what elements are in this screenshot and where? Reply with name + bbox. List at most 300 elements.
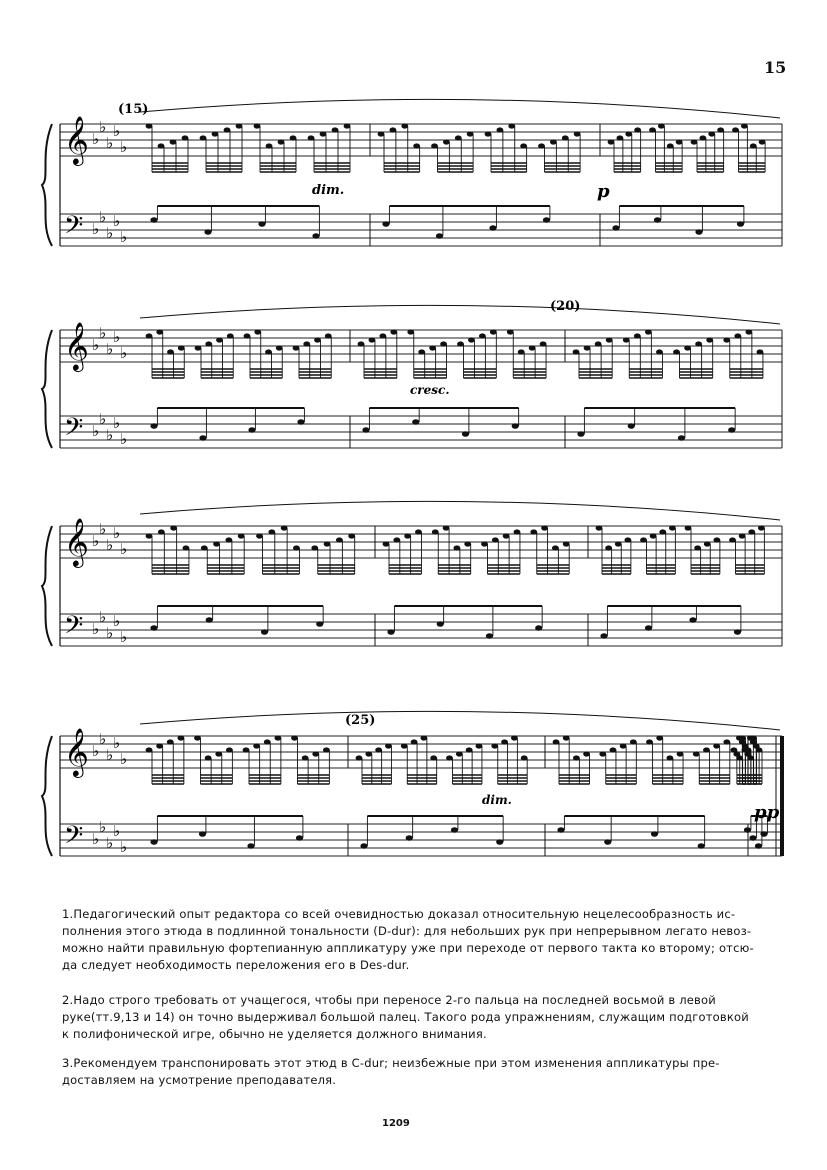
treble-note	[693, 751, 700, 756]
treble-note	[413, 143, 420, 148]
bass-note	[248, 427, 255, 433]
bass-note	[462, 431, 469, 437]
bass-note	[543, 217, 550, 223]
treble-note	[146, 533, 153, 538]
treble-clef-icon: 𝄞	[64, 727, 89, 776]
flat-icon: ♭	[120, 540, 128, 558]
treble-note	[254, 123, 261, 128]
flat-icon: ♭	[120, 430, 128, 448]
brace-icon	[42, 526, 52, 646]
treble-note	[464, 541, 471, 546]
treble-note	[656, 735, 663, 740]
treble-note	[599, 751, 606, 756]
dynamic-pp: pp	[754, 802, 780, 823]
treble-note	[530, 529, 537, 534]
flat-icon: ♭	[106, 746, 114, 764]
treble-note	[595, 341, 602, 346]
treble-note	[415, 529, 422, 534]
treble-note	[429, 345, 436, 350]
flat-icon: ♭	[99, 208, 107, 226]
treble-note	[518, 349, 525, 354]
bass-note	[645, 625, 652, 631]
treble-note	[224, 127, 231, 132]
treble-note	[706, 337, 713, 342]
treble-note	[745, 329, 752, 334]
bass-note	[749, 835, 756, 841]
bass-note	[577, 431, 584, 437]
bass-note	[737, 221, 744, 227]
treble-note	[685, 525, 692, 530]
treble-note	[375, 747, 382, 752]
treble-note	[713, 743, 720, 748]
treble-note	[205, 341, 212, 346]
treble-note	[254, 329, 261, 334]
treble-note	[178, 345, 185, 350]
treble-note	[659, 529, 666, 534]
treble-note	[703, 747, 710, 752]
footnote-3	[62, 1055, 782, 1089]
treble-note	[348, 533, 355, 538]
treble-note	[293, 545, 300, 550]
slur	[140, 501, 780, 520]
treble-note	[236, 123, 243, 128]
treble-note	[552, 545, 559, 550]
treble-note	[541, 525, 548, 530]
treble-note	[501, 739, 508, 744]
bass-note	[698, 843, 705, 849]
treble-note	[723, 337, 730, 342]
brace-icon	[42, 124, 52, 246]
treble-note	[758, 525, 765, 530]
treble-note	[625, 131, 632, 136]
treble-note	[694, 545, 701, 550]
treble-note	[550, 139, 557, 144]
treble-note	[407, 329, 414, 334]
treble-note	[624, 537, 631, 542]
flat-icon: ♭	[106, 624, 114, 642]
treble-note	[656, 349, 663, 354]
treble-note	[456, 751, 463, 756]
treble-note	[183, 545, 190, 550]
flat-icon: ♭	[92, 422, 100, 440]
bass-note	[412, 419, 419, 425]
bass-note	[296, 835, 303, 841]
flat-icon: ♭	[106, 834, 114, 852]
footnote-2	[62, 992, 782, 1043]
treble-note	[630, 739, 637, 744]
treble-note	[605, 545, 612, 550]
treble-note	[479, 333, 486, 338]
treble-note	[156, 329, 163, 334]
treble-note	[759, 139, 766, 144]
treble-note	[244, 333, 251, 338]
footnote-1-line: 1.Педагогический опыт редактора со всей очевидностью доказал относительную нецелесообразность ис-	[62, 907, 736, 921]
treble-note	[303, 341, 310, 346]
treble-note	[729, 537, 736, 542]
dynamic-dim-2: dim.	[482, 793, 512, 807]
treble-note	[649, 127, 656, 132]
treble-note	[538, 143, 545, 148]
flat-icon: ♭	[92, 532, 100, 550]
treble-note	[201, 545, 208, 550]
plate-number: 1209	[382, 1118, 410, 1129]
treble-note	[278, 139, 285, 144]
bass-note	[535, 625, 542, 631]
treble-note	[291, 735, 298, 740]
score-systems	[42, 99, 782, 856]
treble-note	[453, 545, 460, 550]
bass-note	[362, 427, 369, 433]
treble-note	[323, 747, 330, 752]
treble-note	[194, 735, 201, 740]
treble-note	[226, 747, 233, 752]
treble-note	[243, 747, 250, 752]
brace-icon	[42, 330, 52, 448]
treble-note	[583, 751, 590, 756]
treble-note	[227, 333, 234, 338]
treble-note	[430, 755, 437, 760]
treble-note	[466, 747, 473, 752]
treble-note	[308, 135, 315, 140]
bass-note	[755, 843, 762, 849]
treble-note	[146, 123, 153, 128]
flat-icon: ♭	[113, 328, 121, 346]
bass-note	[728, 427, 735, 433]
treble-note	[699, 135, 706, 140]
treble-note	[584, 345, 591, 350]
footnote-1-line: да следует необходимость переложения его в Des-dur.	[62, 958, 410, 972]
footnote-2-line: к полифонической игре, обычно не уделяется должного внимания.	[62, 1027, 487, 1041]
treble-note	[420, 735, 427, 740]
treble-note	[608, 139, 615, 144]
bass-note	[199, 435, 206, 441]
treble-note	[378, 131, 385, 136]
treble-note	[276, 345, 283, 350]
flat-icon: ♭	[113, 734, 121, 752]
treble-note	[492, 537, 499, 542]
footnote-2-line: 2.Надо строго требовать от учащегося, чтобы при переносе 2-го пальца на последней восьмой в левой	[62, 993, 716, 1007]
treble-note	[264, 739, 271, 744]
treble-note	[616, 135, 623, 140]
treble-note	[344, 123, 351, 128]
treble-note	[390, 329, 397, 334]
treble-note	[365, 751, 372, 756]
treble-note	[265, 349, 272, 354]
measure-number-15: (15)	[118, 102, 149, 117]
dynamic-cresc: cresc.	[410, 383, 450, 397]
treble-note	[401, 743, 408, 748]
slur	[140, 99, 780, 118]
treble-note	[325, 333, 332, 338]
treble-note	[314, 337, 321, 342]
treble-note	[195, 345, 202, 350]
treble-note	[730, 747, 737, 752]
treble-note	[563, 735, 570, 740]
treble-note	[521, 755, 528, 760]
footnote-1-line: полнения этого этюда в подлинной тональности (D-dur): для небольших рук при непрерывном легато невоз-	[62, 924, 752, 938]
treble-note	[253, 743, 260, 748]
treble-note	[167, 739, 174, 744]
flat-icon: ♭	[106, 340, 114, 358]
bass-note	[557, 827, 564, 833]
treble-note	[238, 533, 245, 538]
treble-note	[634, 127, 641, 132]
treble-note	[620, 743, 627, 748]
treble-note	[156, 743, 163, 748]
treble-note	[476, 743, 483, 748]
treble-note	[401, 123, 408, 128]
treble-note	[358, 341, 365, 346]
flat-icon: ♭	[92, 220, 100, 238]
treble-note	[385, 743, 392, 748]
treble-note	[290, 135, 297, 140]
treble-note	[646, 739, 653, 744]
treble-note	[213, 541, 220, 546]
treble-note	[734, 333, 741, 338]
treble-note	[216, 337, 223, 342]
bass-note	[360, 843, 367, 849]
treble-note	[212, 131, 219, 136]
treble-note	[732, 127, 739, 132]
treble-note	[393, 537, 400, 542]
treble-note	[418, 349, 425, 354]
treble-note	[666, 755, 673, 760]
treble-note	[457, 341, 464, 346]
bass-note	[258, 221, 265, 227]
bass-note	[204, 229, 211, 235]
bass-note	[437, 621, 444, 627]
treble-note	[431, 143, 438, 148]
flat-icon: ♭	[120, 750, 128, 768]
bass-note	[489, 225, 496, 231]
treble-note	[446, 755, 453, 760]
treble-note	[411, 739, 418, 744]
footnote-1	[62, 906, 782, 974]
dynamic-dim-1: dim.	[312, 183, 345, 198]
treble-note	[467, 131, 474, 136]
bass-note	[316, 621, 323, 627]
flat-icon: ♭	[113, 612, 121, 630]
treble-note	[596, 525, 603, 530]
treble-note	[256, 533, 263, 538]
bass-note	[451, 827, 458, 833]
treble-note	[158, 529, 165, 534]
treble-note	[673, 349, 680, 354]
treble-note	[574, 131, 581, 136]
slur	[140, 305, 780, 324]
bass-note	[387, 629, 394, 635]
flat-icon: ♭	[120, 838, 128, 856]
treble-note	[610, 747, 617, 752]
flat-icon: ♭	[120, 138, 128, 156]
bass-note	[199, 831, 206, 837]
flat-icon: ♭	[113, 212, 121, 230]
treble-note	[336, 537, 343, 542]
treble-note	[455, 135, 462, 140]
treble-note	[268, 529, 275, 534]
bass-note	[436, 233, 443, 239]
treble-note	[514, 529, 521, 534]
bass-note	[678, 435, 685, 441]
treble-note	[389, 127, 396, 132]
brace-icon	[42, 736, 52, 856]
bass-note	[406, 835, 413, 841]
treble-note	[704, 541, 711, 546]
treble-note	[723, 739, 730, 744]
treble-note	[170, 525, 177, 530]
treble-note	[757, 349, 764, 354]
treble-note	[634, 333, 641, 338]
footnote-2-line: руке(тт.9,13 и 14) он точно выдерживал большой палец. Такого рода упражнениям, служащим подготовкой	[62, 1010, 749, 1024]
bass-note	[261, 629, 268, 635]
bass-note	[496, 839, 503, 845]
treble-note	[615, 541, 622, 546]
bass-note	[734, 629, 741, 635]
treble-note	[383, 541, 390, 546]
flat-icon: ♭	[106, 426, 114, 444]
bass-clef-icon: 𝄢	[64, 211, 84, 246]
treble-clef-icon: 𝄞	[64, 115, 89, 164]
flat-icon: ♭	[120, 344, 128, 362]
treble-note	[496, 127, 503, 132]
treble-note	[677, 751, 684, 756]
treble-note	[695, 341, 702, 346]
flat-icon: ♭	[92, 620, 100, 638]
treble-note	[658, 123, 665, 128]
treble-note	[266, 143, 273, 148]
bass-clef-icon: 𝄢	[64, 821, 84, 856]
treble-note	[645, 329, 652, 334]
flat-icon: ♭	[99, 118, 107, 136]
bass-note	[689, 617, 696, 623]
measure-number-20: (20)	[550, 299, 581, 314]
flat-icon: ♭	[92, 336, 100, 354]
treble-note	[739, 533, 746, 538]
treble-note	[281, 525, 288, 530]
treble-note	[623, 337, 630, 342]
treble-note	[667, 143, 674, 148]
treble-note	[507, 329, 514, 334]
treble-note	[748, 529, 755, 534]
bass-note	[651, 831, 658, 837]
treble-note	[274, 735, 281, 740]
bass-note	[628, 423, 635, 429]
flat-icon: ♭	[99, 818, 107, 836]
bass-note	[150, 839, 157, 845]
bass-note	[604, 839, 611, 845]
bass-note	[486, 633, 493, 639]
treble-note	[485, 131, 492, 136]
bass-note	[382, 221, 389, 227]
bass-note	[744, 827, 751, 833]
flat-icon: ♭	[120, 228, 128, 246]
treble-note	[684, 345, 691, 350]
treble-note	[311, 545, 318, 550]
treble-note	[481, 541, 488, 546]
bass-note	[612, 225, 619, 231]
flat-icon: ♭	[99, 520, 107, 538]
flat-icon: ♭	[106, 224, 114, 242]
treble-note	[540, 341, 547, 346]
treble-note	[225, 537, 232, 542]
flat-icon: ♭	[113, 414, 121, 432]
flat-icon: ♭	[106, 134, 114, 152]
flat-icon: ♭	[113, 822, 121, 840]
dynamic-p: p	[597, 181, 610, 202]
footnote-3-line: доставляем на усмотрение преподавателя.	[62, 1073, 337, 1087]
treble-note	[491, 743, 498, 748]
treble-note	[440, 341, 447, 346]
bass-note	[206, 617, 213, 623]
bass-note	[150, 423, 157, 429]
flat-icon: ♭	[99, 410, 107, 428]
footnote-1-line: можно найти правильную фортепианную аппликатуру уже при переходе от первого такта ко второму; отсю-	[62, 941, 754, 955]
treble-note	[529, 345, 536, 350]
treble-note	[205, 755, 212, 760]
treble-note	[146, 747, 153, 752]
treble-note	[717, 127, 724, 132]
treble-note	[650, 533, 657, 538]
treble-note	[182, 135, 189, 140]
bass-note	[600, 633, 607, 639]
treble-note	[520, 143, 527, 148]
treble-note	[511, 735, 518, 740]
treble-note	[468, 337, 475, 342]
treble-note	[404, 533, 411, 538]
treble-note	[379, 333, 386, 338]
page-number: 15	[764, 58, 787, 77]
treble-note	[158, 143, 165, 148]
measure-number-25: (25)	[345, 713, 376, 728]
treble-note	[490, 329, 497, 334]
treble-note	[562, 135, 569, 140]
treble-note	[563, 541, 570, 546]
flat-icon: ♭	[106, 536, 114, 554]
bass-note	[247, 843, 254, 849]
treble-note	[640, 537, 647, 542]
bass-note	[150, 625, 157, 631]
treble-note	[293, 345, 300, 350]
treble-note	[320, 131, 327, 136]
treble-note	[750, 143, 757, 148]
bass-clef-icon: 𝄢	[64, 611, 84, 646]
treble-note	[302, 755, 309, 760]
slur	[140, 711, 780, 730]
treble-note	[676, 139, 683, 144]
treble-note	[739, 735, 746, 740]
treble-note	[573, 755, 580, 760]
flat-icon: ♭	[99, 324, 107, 342]
flat-icon: ♭	[120, 628, 128, 646]
flat-icon: ♭	[99, 730, 107, 748]
flat-icon: ♭	[99, 608, 107, 626]
treble-note	[177, 735, 184, 740]
treble-note	[200, 135, 207, 140]
treble-note	[215, 751, 222, 756]
treble-note	[503, 533, 510, 538]
treble-note	[167, 349, 174, 354]
treble-note	[573, 349, 580, 354]
treble-note	[691, 139, 698, 144]
treble-note	[443, 525, 450, 530]
bass-note	[512, 423, 519, 429]
treble-note	[669, 525, 676, 530]
treble-note	[324, 541, 331, 546]
treble-note	[332, 127, 339, 132]
bass-note	[297, 419, 304, 425]
treble-note	[146, 333, 153, 338]
treble-note	[369, 337, 376, 342]
